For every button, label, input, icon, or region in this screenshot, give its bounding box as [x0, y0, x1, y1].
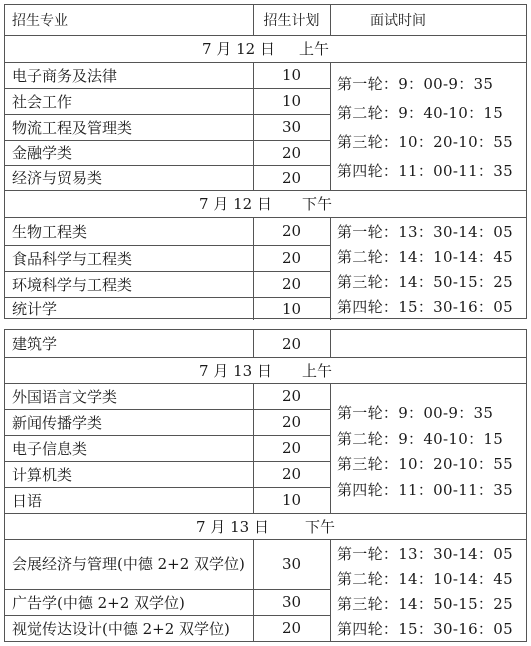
plan-cell: 20 [281, 387, 302, 405]
major-cell: 计算机类 [12, 465, 73, 484]
major-cell: 经济与贸易类 [12, 169, 103, 187]
session-row-713-am [5, 357, 526, 383]
interview-time-list [337, 219, 513, 319]
plan-cell: 20 [281, 168, 302, 187]
plan-cell: 20 [281, 249, 302, 267]
round-time: 第一轮：9：00-9：35 [337, 404, 494, 423]
interview-time-list [337, 541, 513, 641]
session-row-712-am [5, 35, 526, 62]
round-time: 第二轮：14：10-14：45 [337, 248, 513, 266]
round-time: 第四轮：11：00-11：35 [337, 162, 513, 180]
major-cell: 新闻传播学类 [12, 413, 103, 432]
session-date: 7 月 13 日 [196, 517, 269, 536]
round-time: 第一轮：9：00-9：35 [337, 75, 494, 93]
plan-cell: 20 [281, 619, 302, 637]
major-cell: 食品科学与工程类 [12, 249, 133, 268]
session-date: 7 月 12 日 [199, 195, 272, 213]
round-time: 第二轮：9：40-10：15 [337, 429, 504, 448]
round-time: 第一轮：13：30-14：05 [337, 223, 513, 241]
major-cell: 视觉传达设计(中德 2+2 双学位) [12, 619, 230, 638]
major-cell: 环境科学与工程类 [12, 275, 133, 294]
round-time: 第四轮：11：00-11：35 [337, 480, 513, 499]
session-period: 下午 [301, 195, 332, 213]
session-row-713-pm [5, 513, 526, 539]
plan-cell: 10 [281, 299, 302, 318]
round-time: 第四轮：15：30-16：05 [337, 620, 513, 638]
plan-cell: 30 [281, 593, 302, 611]
major-cell: 金融学类 [12, 144, 73, 162]
major-cell: 广告学(中德 2+2 双学位) [12, 593, 185, 612]
plan-cell: 10 [281, 491, 302, 509]
round-time: 第三轮：10：20-10：55 [337, 455, 513, 474]
major-cell: 统计学 [12, 300, 58, 318]
major-cell: 外国语言文学类 [12, 387, 118, 406]
plan-cell: 20 [281, 334, 302, 353]
round-time: 第三轮：14：50-15：25 [337, 595, 513, 613]
major-cell: 会展经济与管理(中德 2+2 双学位) [12, 555, 245, 573]
header-row [5, 5, 526, 35]
major-cell: 生物工程类 [12, 222, 88, 241]
session-date: 7 月 12 日 [202, 40, 275, 58]
schedule-table-part-1 [4, 4, 527, 319]
session-period: 下午 [304, 517, 335, 536]
plan-cell: 10 [281, 66, 302, 84]
header-major: 招生专业 [12, 13, 68, 29]
session-date: 7 月 13 日 [199, 361, 272, 380]
header-time: 面试时间 [370, 13, 426, 29]
plan-cell: 20 [281, 439, 302, 457]
major-cell: 电子商务及法律 [12, 66, 118, 85]
interview-time-list [337, 69, 513, 185]
interview-time-list [337, 400, 513, 502]
session-row-712-pm [5, 190, 526, 217]
plan-cell: 20 [281, 413, 302, 431]
header-plan: 招生计划 [263, 13, 320, 29]
plan-cell: 20 [281, 222, 302, 240]
session-period: 上午 [298, 40, 329, 58]
round-time: 第四轮：15：30-16：05 [337, 298, 513, 316]
session-period: 上午 [301, 361, 332, 380]
round-time: 第二轮：9：40-10：15 [337, 104, 504, 122]
major-cell: 电子信息类 [12, 439, 88, 458]
plan-cell: 30 [281, 118, 302, 136]
schedule-table-part-2 [4, 329, 527, 642]
round-time: 第一轮：13：30-14：05 [337, 545, 513, 563]
major-cell: 社会工作 [12, 92, 73, 111]
round-time: 第三轮：10：20-10：55 [337, 133, 513, 151]
major-cell: 日语 [12, 491, 43, 510]
plan-cell: 10 [281, 92, 302, 110]
plan-cell: 30 [281, 555, 302, 573]
round-time: 第二轮：14：10-14：45 [337, 570, 513, 588]
plan-cell: 20 [281, 465, 302, 483]
major-cell: 建筑学 [12, 335, 58, 353]
round-time: 第三轮：14：50-15：25 [337, 273, 513, 291]
plan-cell: 20 [281, 143, 302, 162]
major-cell: 物流工程及管理类 [12, 118, 133, 137]
plan-cell: 20 [281, 275, 302, 293]
